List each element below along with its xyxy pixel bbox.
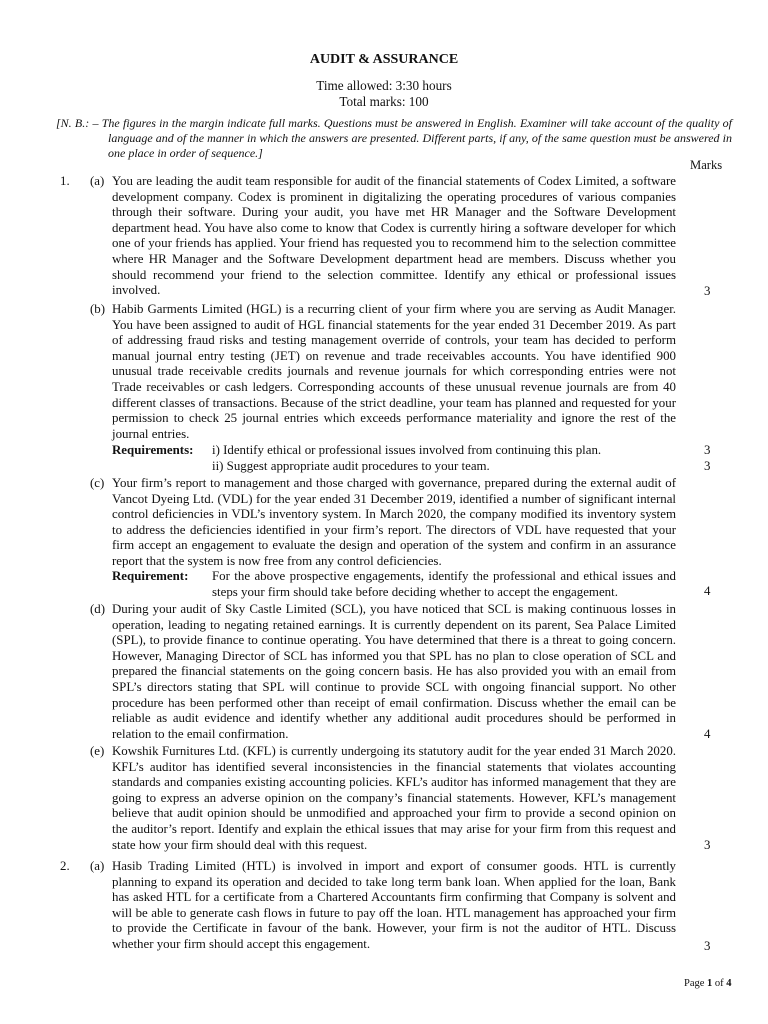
q1b-text: Habib Garments Limited (HGL) is a recurring client of your firm where you are serving as Audit Manager. You have been assigned to audit of HGL financial statements for the year ended 31 December 2019. As part of addressing fraud risks and testing management override of controls, your team has decided to perform manual journal entry testing (JET) on revenue and trade receivables accounts. You have identified 900 unusual trade receivable credits journals and revenue journals for which corresponding entries were not Trade receivables or cash ledgers. Corresponding accounts of these unusual revenue journals are from 40 different classes of transactions. Because of the strict deadline, your team has planned and requested for your permission to check 25 journal entries which exceeds performance materiality and ignore the rest of the journal entries.: [112, 302, 676, 441]
q1c-requirement: [112, 569, 692, 600]
marks-column-header: Marks: [690, 158, 723, 172]
total-marks: Total marks: 100: [339, 94, 429, 109]
page-word: Page: [684, 978, 705, 989]
q1b-req1: i) Identify ethical or professional issues involved from continuing this plan.: [212, 443, 602, 457]
instructions-note: [N. B.: – The figures in the margin indicate full marks. Questions must be answered in English. Examiner will take account of the quality of language and of the manner in which the answers are presented. Different parts, if any, of the same question must be answered in one place in order of sequence.]: [56, 116, 732, 160]
q1b-marks-2: 3: [704, 459, 711, 473]
q2a-label: (a): [90, 859, 105, 873]
q1d-text: During your audit of Sky Castle Limited (SCL), you have noticed that SCL is making continuous losses in operation, leading to negating retained earnings. It is currently dependent on its parent, Sea Palace Limited (SPL), to provide finance to continue operating. You have determined that there is a threat to going concern. However, Managing Director of SCL has informed you that SPL has no plan to close operation of SCL and prepared the financial statements on the going concern basis. He has also provided you with an email from SPL’s directors stating that SPL will continue to provide SCL with ongoing financial support. No other procedure has been performed other than receipt of email confirmation. Discuss whether the email can be reliable as audit evidence and identify whether any additional audit procedures should be performed in relation to the email confirmation.: [112, 602, 676, 741]
q1a-marks: 3: [704, 284, 711, 298]
q1c-label: (c): [90, 476, 105, 490]
q1d-marks: 4: [704, 727, 711, 741]
q1e-label: (e): [90, 744, 105, 758]
q1c-marks: 4: [704, 584, 711, 598]
q2a-text: Hasib Trading Limited (HTL) is involved in import and export of consumer goods. HTL is currently planning to expand its operation and decided to take long term bank loan. When applied for the loan, Bank has asked HTL for a certificate from a Chartered Accountants firm confirming that Company is solvent and will be able to generate cash flows in future to pay off the loan. HTL management has approached your firm to provide the Certificate in favour of the bank. However, your firm is not the auditor of HTL. Discuss whether your firm should accept this engagement.: [112, 859, 676, 951]
page-current: 1: [707, 978, 713, 989]
q1b-req-label: Requirements:: [112, 443, 194, 457]
q1b-requirements: [112, 443, 692, 459]
q1b-req2: ii) Suggest appropriate audit procedures to your team.: [212, 459, 490, 473]
q1b-marks-1: 3: [704, 443, 711, 457]
page-number: [684, 978, 732, 989]
page-total: 4: [726, 978, 732, 989]
q1a-label: (a): [90, 174, 105, 188]
of-word: of: [714, 978, 724, 989]
q1e-text: Kowshik Furnitures Ltd. (KFL) is currently undergoing its statutory audit for the year ended 31 March 2020. KFL’s auditor has identified several inconsistencies in the financial statements that violates accounting standards and companies existing accounting policies. KFL’s auditor has informed management that they are going to express an adverse opinion on the company’s financial statements. However, KFL’s management believe that audit opinion should be unmodified and approached your firm to provide a second opinion on the auditor’s report. Identify and explain the ethical issues that may arise for your firm from this request and state how your firm should deal with this request.: [112, 744, 676, 852]
q2a-marks: 3: [704, 939, 711, 953]
q1d-label: (d): [90, 602, 106, 616]
time-allowed: Time allowed: 3:30 hours: [316, 78, 452, 93]
exam-title: AUDIT & ASSURANCE: [309, 52, 459, 67]
q1e-marks: 3: [704, 838, 711, 852]
q1c-req-text: For the above prospective engagements, identify the professional and ethical issues and steps your firm should take before deciding whether to accept the engagement.: [212, 569, 676, 599]
q1c-text: Your firm’s report to management and those charged with governance, prepared during the external audit of Vancot Dyeing Ltd. (VDL) for the year ended 31 December 2019, identified a number of significant internal control deficiencies in VDL’s inventory system. In March 2020, the company modified its inventory system to address the deficiencies identified in your firm’s report. The directors of VDL have requested that your firm accept an engagement to evaluate the design and operation of the system and confirm in an assurance report that the system is now free from any control deficiencies.: [112, 476, 676, 568]
q1b-label: (b): [90, 302, 106, 316]
q1a-text: You are leading the audit team responsible for audit of the financial statements of Codex Limited, a software development company. Codex is prominent in digitalizing the operating procedures of various companies through their software. During your audit, you have met HR Manager and the Software Development department head. You have also come to know that Codex is currently hiring a software developer for which one of your friends has applied. Your friend has requested you to recommend him to the selection committee where HR Manager and the Software Development department head are members. Discuss whether you should recommend your friend to the selection committee. Identify any ethical or professional issues involved.: [112, 174, 676, 298]
question-2-number: 2.: [60, 859, 70, 873]
question-1-number: 1.: [60, 174, 70, 188]
q1c-req-label: Requirement:: [112, 569, 189, 583]
